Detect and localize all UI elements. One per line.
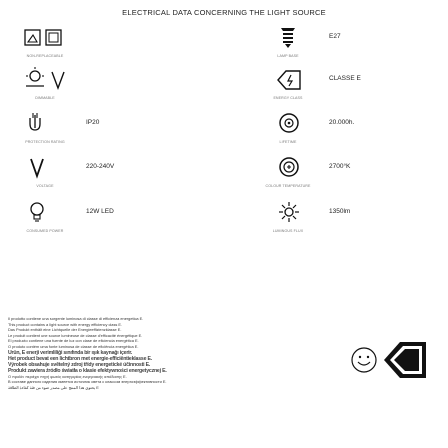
spec-label: CONSUMED POWER	[26, 229, 64, 233]
spec-label: VOLTAGE	[36, 184, 54, 188]
energy-efficiency-icon	[255, 64, 321, 96]
spec-label: LAMP BASE	[277, 54, 299, 58]
spec-lamp-base	[255, 22, 448, 66]
statement-line: Il prodotto contiene una sorgente luminosa di classe di efficienza energetica E.	[8, 316, 144, 321]
spec-value: CLASSE E	[329, 75, 361, 82]
spec-value: 2700°K	[329, 163, 351, 170]
voltage-icon	[12, 152, 78, 184]
spec-dimmable	[12, 64, 212, 108]
multilingual-statement	[8, 316, 324, 440]
statement-line: Het product bevat een lichtbron met energie-efficiëntieklasse E.	[8, 355, 153, 362]
luminous-flux-icon	[255, 197, 321, 229]
protection-rating-icon	[12, 108, 78, 140]
spec-power	[12, 197, 212, 241]
spec-luminous-flux	[255, 197, 448, 241]
spec-colour-temperature	[255, 152, 448, 196]
spec-label: DIMMABLE	[35, 96, 55, 100]
statement-line: Produkt zawiera źródło światła o klasie efektywności energetycznej E.	[8, 367, 167, 374]
statement-line: El producto contiene una fuente de luz con clase de eficiencia energética E.	[8, 338, 139, 344]
spec-voltage	[12, 152, 212, 196]
statement-line: Das Produkt enthält eine Lichtquelle der Energieeffizienzklasse E.	[8, 327, 122, 333]
power-icon	[12, 197, 78, 229]
spec-label: NON-REPLACEABLE	[26, 54, 64, 58]
spec-energy-class	[255, 64, 448, 108]
statement-line: This product contains a light source with energy efficiency class E.	[8, 321, 123, 327]
spec-label: LIFETIME	[279, 140, 297, 144]
spec-label: PROTECTION RATING	[25, 140, 65, 144]
energy-class-arrow-icon	[382, 336, 430, 384]
statement-line: يحتوي هذا المنتج على مصدر ضوء من فئة كفاءة الطاقة E	[8, 384, 99, 390]
lamp-base-icon	[255, 22, 321, 54]
specs-grid	[0, 22, 448, 284]
page-title: ELECTRICAL DATA CONCERNING THE LIGHT SOURCE	[122, 8, 326, 17]
spec-label: ENERGY CLASS	[273, 96, 303, 100]
spec-value: E27	[329, 33, 341, 40]
statement-line: Ο προϊόν περιέχει πηγή φωτός κατηγορίας ενεργειακής απόδοσης E.	[8, 373, 127, 379]
lifetime-icon	[255, 108, 321, 140]
spec-value: 220-240V	[86, 163, 115, 170]
spec-value: 20.000h.	[329, 119, 355, 126]
statement-line: Výrobek obsahuje světelný zdroj třídy energetické účinnosti E.	[8, 361, 151, 368]
spec-label: LUMINOUS FLUX	[272, 229, 304, 233]
statement-line: O produto contém uma fonte luminosa de classe de eficiência energética E.	[8, 343, 139, 349]
spec-protection	[12, 108, 212, 152]
spec-lifetime	[255, 108, 448, 152]
dimmable-icon	[12, 64, 78, 96]
statement-line: Le produit contient une source lumineuse de classe d'efficacité énergétique E.	[8, 332, 143, 338]
statement-line: В составе данного изделия имеется источник света с классом энергоэффективности E.	[8, 379, 167, 385]
color-temperature-icon	[255, 152, 321, 184]
spec-nonreplaceable	[12, 22, 212, 66]
statement-line: Ürün, E enerji verimliliği sınıfında bir ışık kaynağı içerir.	[8, 349, 133, 356]
spec-value: 12W LED	[86, 208, 114, 215]
smiley-badge-icon	[350, 346, 378, 374]
spec-value: IP20	[86, 119, 100, 126]
control-gear-icon	[12, 22, 78, 54]
spec-label: COLOUR TEMPERATURE	[265, 184, 311, 188]
spec-value: 1350lm	[329, 208, 351, 215]
